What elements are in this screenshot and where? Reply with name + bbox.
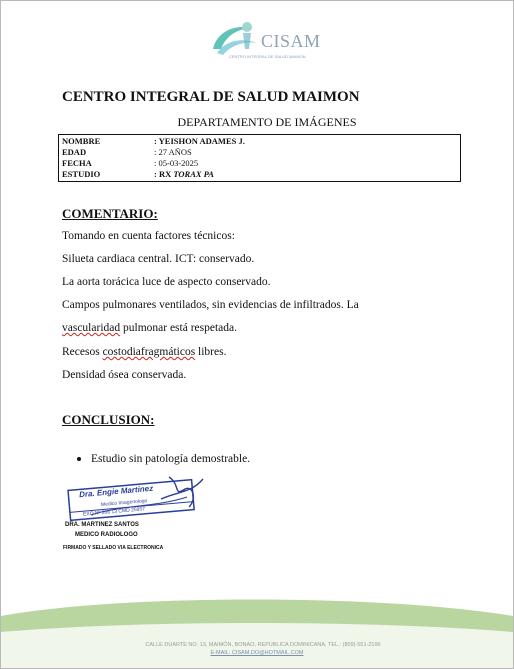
department-title: DEPARTAMENTO DE IMÁGENES <box>177 115 357 129</box>
stamp-title: Medico Imagenologo <box>100 497 148 509</box>
comment-heading: COMENTARIO: <box>62 206 158 221</box>
age-label: EDAD <box>62 147 87 157</box>
document-title: CENTRO INTEGRAL DE SALUD MAIMON <box>62 89 360 105</box>
comment-line-6-start: Recesos <box>62 346 103 358</box>
study-label: ESTUDIO <box>62 169 101 179</box>
conclusion-heading: CONCLUSION: <box>62 412 155 427</box>
age-value: : 27 AÑOS <box>154 147 192 157</box>
conclusion-text: Estudio sin patología demostrable. <box>91 453 251 465</box>
comment-line-6 <box>62 346 226 358</box>
footer-wave-icon <box>1 598 513 668</box>
signature-stamp <box>61 471 211 527</box>
conclusion-item <box>77 453 250 465</box>
name-label: NOMBRE <box>62 136 101 146</box>
comment-line-3: La aorta torácica luce de aspecto conservado. <box>62 276 271 288</box>
stamp-name: Dra. Engie Martinez <box>78 483 154 500</box>
study-value <box>154 169 214 180</box>
cisam-logo <box>207 19 319 65</box>
patient-info-box <box>58 134 461 182</box>
stamp-exequatur: EXQ Nº 206 13 CMD 25957 <box>82 506 146 518</box>
comment-line-1: Tomando en cuenta factores técnicos: <box>62 230 235 242</box>
comment-line-7: Densidad ósea conservada. <box>62 369 187 381</box>
spellcheck-word: vascularidad <box>62 322 121 334</box>
date-label: FECHA <box>62 158 92 168</box>
name-value: : YEISHON ADAMES J. <box>154 136 245 146</box>
footer-email-link[interactable]: E-MAIL: CISAM.DO@HOTMAIL.COM <box>210 650 304 656</box>
comment-line-5-rest: pulmonar está respetada. <box>120 322 237 334</box>
logo-wordmark: CISAM <box>261 31 321 51</box>
study-prefix: : RX <box>154 169 174 179</box>
logo-subtitle: CENTRO INTEGRAL DE SALUD MAIMON <box>229 54 306 59</box>
spellcheck-word: costodiafragmáticos <box>102 346 196 358</box>
comment-line-5 <box>62 322 237 334</box>
bullet-icon <box>77 457 81 461</box>
doctor-name: DRA. MARTINEZ SANTOS <box>65 522 139 528</box>
doctor-role: MEDICO RADIOLOGO <box>75 532 138 538</box>
comment-line-6-end: libres. <box>195 346 227 358</box>
signed-note: FIRMADO Y SELLADO VIA ELECTRONICA <box>63 545 164 551</box>
study-name: TORAX PA <box>173 169 214 179</box>
comment-line-4: Campos pulmonares ventilados, sin evidencias de infiltrados. La <box>62 299 359 311</box>
date-value: : 05-03-2025 <box>154 158 199 168</box>
footer-address: CALLE DUARTE NO. 13, MAIMÓN, BONAO, REPUBLICA DOMINICANA, TEL.: (809)-551-2196 <box>145 642 381 648</box>
comment-line-2: Silueta cardiaca central. ICT: conservado. <box>62 253 255 265</box>
